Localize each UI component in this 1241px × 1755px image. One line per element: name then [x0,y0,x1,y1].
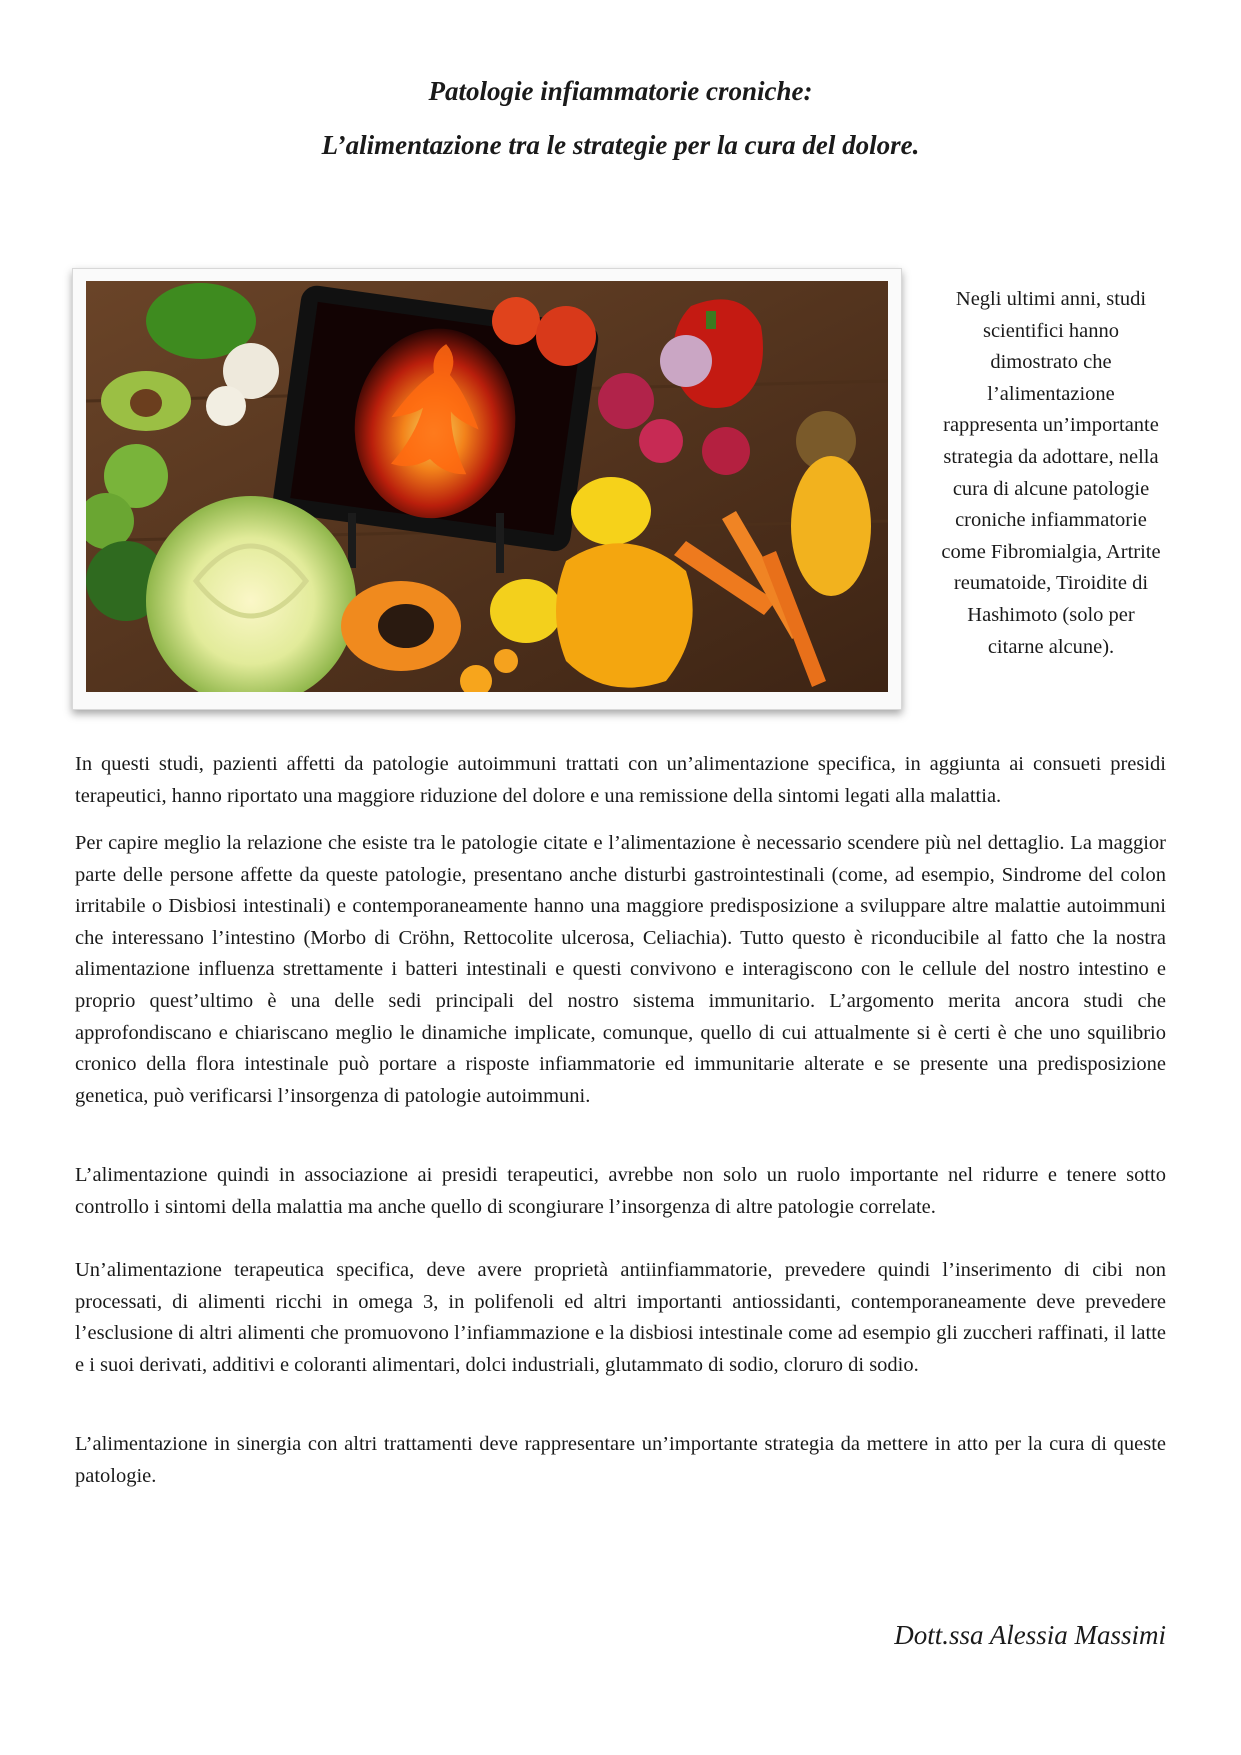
paragraph-3: L’alimentazione quindi in associazione ai presidi terapeutici, avrebbe non solo un ruolo importante nel ridurre e tenere sotto controllo i sintomi della malattia ma anche quello di scongiurare l’insorgenza di altre patologie correlate. [75,1164,1166,1218]
photo-frame [72,268,902,710]
vegetables-illustration [86,281,888,692]
author-signature: Dott.ssa Alessia Massimi [894,1620,1166,1650]
paragraph-5: L’alimentazione in sinergia con altri trattamenti deve rappresentare un’importante strategia da mettere in atto per la cura di queste patologie. [75,1433,1166,1487]
paragraph-2: Per capire meglio la relazione che esiste tra le patologie citate e l’alimentazione è necessario scendere più nel dettaglio. La maggior parte delle persone affette da queste patologie, presentano anche disturbi gastrointestinali (come, ad esempio, Sindrome del colon irritabile o Disbiosi intestinali) e contemporaneamente hanno una maggiore predisposizione a sviluppare altre malattie autoimmuni che interessano l’intestino (Morbo di Cröhn, Rettocolite ulcerosa, Celiachia). Tutto questo è riconducibile al fatto che la nostra alimentazione influenza strettamente i batteri intestinali e questi convivono e interagiscono con le cellule del nostro intestino e proprio quest’ultimo è una delle sedi principali del nostro sistema immunitario. L’argomento merita ancora studi che approfondiscano e chiariscano meglio le dinamiche implicate, comunque, quello di cui attualmente si è certi è che uno squilibrio cronico della flora intestinale può portare a risposte infiammatorie ed immunitarie alterate e se presente una predisposizione genetica, può verificarsi l’insorgenza di patologie autoimmuni. [75,832,1166,1107]
paragraph-4: Un’alimentazione terapeutica specifica, deve avere proprietà antiinfiammatorie, prevedere quindi l’inserimento di cibi non processati, di alimenti ricchi in omega 3, in polifenoli ed altri importanti antiossidanti, contemporaneamente deve prevedere l’esclusione di altri alimenti che promuovono l’infiammazione e la disbiosi intestinale come ad esempio gli zuccheri raffinati, il latte e i suoi derivati, additivi e coloranti alimentari, dolci industriali, glutammato di sodio, cloruro di sodio. [75,1259,1166,1376]
paragraph-1: In questi studi, pazienti affetti da patologie autoimmuni trattati con un’alimentazione specifica, in aggiunta ai consueti presidi terapeutici, hanno riportato una maggiore riduzione del dolore e una remissione della sintomi legati alla malattia. [75,753,1166,807]
vegetables-tablet-image [86,281,888,692]
side-intro-text: Negli ultimi anni, studi scientifici hanno dimostrato che l’alimentazione rappresenta un’importante strategia da adottare, nella cura di alcune patologie croniche infiammatorie come Fibromialgia, Artrite reumatoide, Tiroidite di Hashimoto (solo per citarne alcune). [941,288,1161,658]
title-line-1: Patologie infiammatorie croniche: [428,76,813,106]
title-line-2: L’alimentazione tra le strategie per la cura del dolore. [321,130,920,160]
